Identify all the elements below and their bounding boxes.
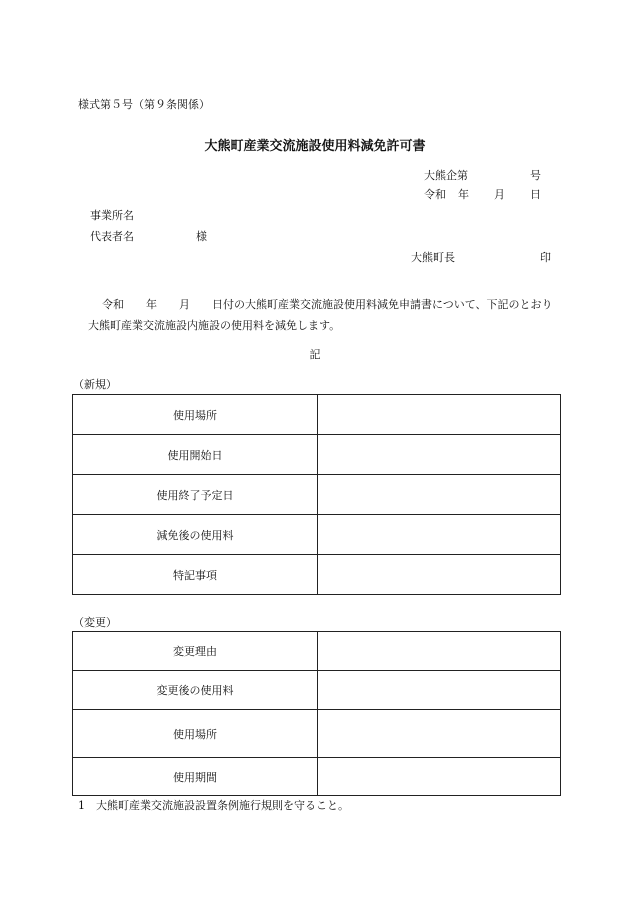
date-month-label: 月 bbox=[494, 188, 505, 201]
reference-suffix: 号 bbox=[530, 169, 541, 182]
table-row bbox=[73, 435, 561, 475]
row-label: 特記事項 bbox=[73, 555, 318, 595]
ki-heading: 記 bbox=[309, 348, 321, 361]
row-label: 使用開始日 bbox=[73, 435, 318, 475]
section-new-label: （新規） bbox=[73, 378, 117, 391]
row-value-cell[interactable] bbox=[318, 671, 561, 710]
row-label: 使用期間 bbox=[73, 758, 318, 796]
table-row bbox=[73, 395, 561, 435]
row-value-cell[interactable] bbox=[318, 555, 561, 595]
row-label: 使用場所 bbox=[73, 395, 318, 435]
seal-mark: 印 bbox=[540, 251, 551, 264]
row-value-cell[interactable] bbox=[318, 435, 561, 475]
table-row bbox=[73, 671, 561, 710]
issuer-title: 大熊町長 bbox=[411, 251, 455, 264]
document-title: 大熊町産業交流施設使用料減免許可書 bbox=[204, 139, 426, 154]
change-table bbox=[72, 631, 561, 796]
form-number-label: 様式第５号（第９条関係） bbox=[78, 98, 210, 111]
representative-label: 代表者名 bbox=[90, 230, 134, 243]
table-row bbox=[73, 475, 561, 515]
row-value-cell[interactable] bbox=[318, 515, 561, 555]
reference-prefix: 大熊企第 bbox=[424, 169, 468, 182]
table-row bbox=[73, 632, 561, 671]
row-value-cell[interactable] bbox=[318, 710, 561, 758]
honorific-label: 様 bbox=[196, 230, 207, 243]
table-row bbox=[73, 515, 561, 555]
table-row bbox=[73, 758, 561, 796]
date-day-label: 日 bbox=[530, 188, 541, 201]
row-label: 変更理由 bbox=[73, 632, 318, 671]
row-value-cell[interactable] bbox=[318, 475, 561, 515]
date-year-label: 年 bbox=[458, 188, 469, 201]
table-row bbox=[73, 710, 561, 758]
office-name-label: 事業所名 bbox=[90, 209, 134, 222]
new-table bbox=[72, 394, 561, 595]
row-value-cell[interactable] bbox=[318, 632, 561, 671]
body-paragraph: 令和 年 月 日付の大熊町産業交流施設使用料減免申請書について、下記のとおり大熊町産業交流施設内施設の使用料を減免します。 bbox=[88, 298, 553, 332]
row-label: 減免後の使用料 bbox=[73, 515, 318, 555]
table-row bbox=[73, 555, 561, 595]
note-text: 1 大熊町産業交流施設設置条例施行規則を守ること。 bbox=[78, 799, 349, 812]
row-label: 変更後の使用料 bbox=[73, 671, 318, 710]
row-label: 使用場所 bbox=[73, 710, 318, 758]
row-value-cell[interactable] bbox=[318, 395, 561, 435]
row-value-cell[interactable] bbox=[318, 758, 561, 796]
section-change-label: （変更） bbox=[73, 616, 117, 629]
row-label: 使用終了予定日 bbox=[73, 475, 318, 515]
date-era: 令和 bbox=[424, 188, 446, 201]
